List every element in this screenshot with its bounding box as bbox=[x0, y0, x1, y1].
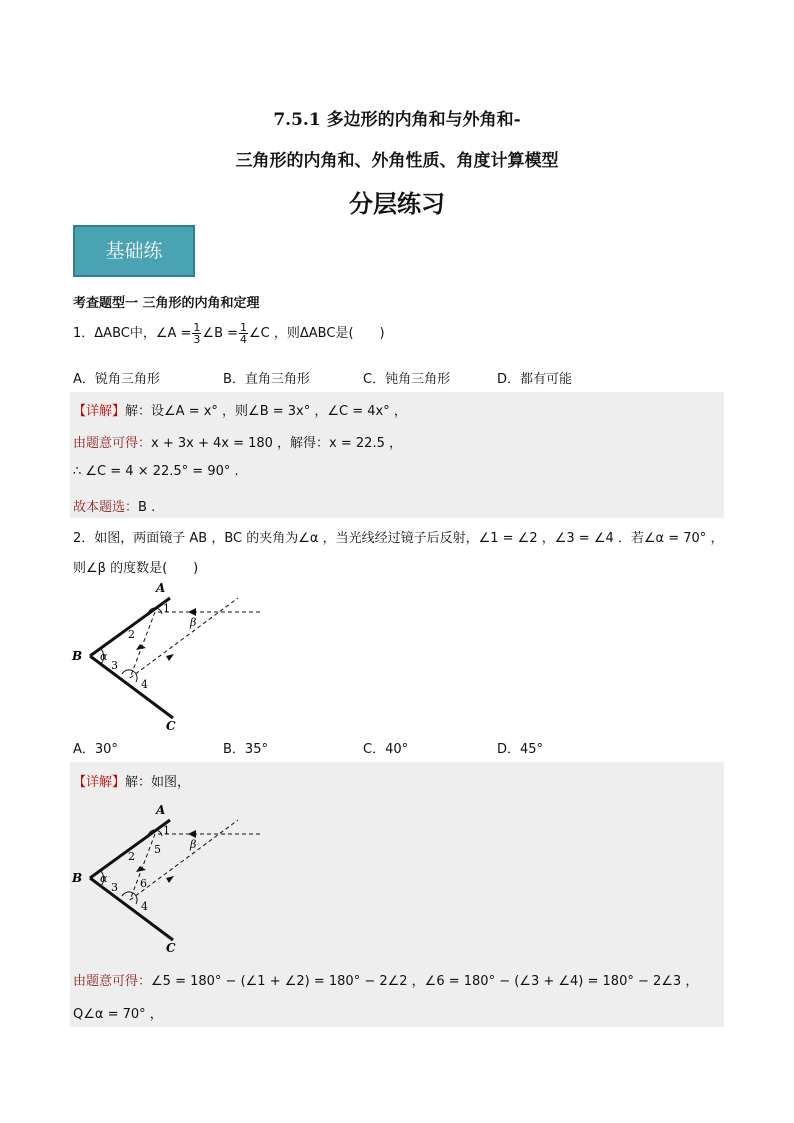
q2-sol-line2 bbox=[73, 970, 698, 989]
q2-stem-line1: 2．如图，两面镜子 AB ，BC 的夹角为∠α ，当光线经过镜子后反射，∠1 = ∠2 ，∠3 = ∠4 ．若∠α = 70° ， bbox=[73, 531, 724, 546]
label-a: A bbox=[156, 581, 166, 595]
sol-label-alpha: α bbox=[100, 872, 108, 885]
q1-sol-line2 bbox=[73, 432, 402, 451]
doc-title-line1: 7.5.1 多边形的内角和与外角和- bbox=[273, 110, 521, 130]
label-angle2: 2 bbox=[128, 628, 135, 641]
label-c: C bbox=[166, 719, 176, 733]
q2-option-c[interactable]: C．40° bbox=[363, 742, 409, 757]
q1-frac2 bbox=[239, 322, 248, 345]
q2-option-b[interactable]: B．35° bbox=[223, 742, 268, 757]
label-angle4: 4 bbox=[141, 678, 148, 691]
sol-arrow-3 bbox=[166, 876, 174, 883]
q1-sol-text2: x + 3x + 4x = 180 ，解得：x = 22.5 ， bbox=[151, 436, 402, 451]
q2-sol-text2: ∠5 = 180° − (∠1 + ∠2) = 180° − 2∠2 ，∠6 = 180° − (∠3 + ∠4) = 180° − 2∠3 ， bbox=[151, 974, 699, 989]
label-b: B bbox=[72, 649, 83, 663]
sol-arrow-1 bbox=[188, 830, 196, 838]
arrow-3 bbox=[166, 654, 174, 661]
q2-stem-line2: 则∠β 的度数是( ) bbox=[73, 561, 199, 576]
q1-stem-a: ΔABC中，∠A = bbox=[94, 326, 192, 341]
mirror-bc bbox=[90, 656, 173, 718]
q1-option-d[interactable]: D．都有可能 bbox=[497, 372, 573, 387]
q2-sol-line1 bbox=[73, 771, 190, 790]
sol-arrow-2 bbox=[136, 866, 146, 872]
label-alpha: α bbox=[100, 650, 108, 663]
q1-sol-label4: 故本题选： bbox=[73, 500, 139, 515]
sol-label-c: C bbox=[166, 941, 176, 955]
q1-sol-line1 bbox=[73, 400, 407, 419]
q1-stem bbox=[73, 322, 385, 345]
ray-middle bbox=[130, 612, 155, 678]
sol-label-angle6: 6 bbox=[140, 877, 147, 890]
sol-label-angle5: 5 bbox=[154, 843, 161, 856]
doc-title-line2: 三角形的内角和、外角性质、角度计算模型 bbox=[235, 151, 559, 171]
q2-figure bbox=[70, 578, 270, 733]
ray-outgoing bbox=[130, 598, 238, 678]
q2-sol-line3: Q∠α = 70° ， bbox=[73, 1007, 163, 1022]
sol-label-angle2: 2 bbox=[128, 850, 135, 863]
q1-frac2-den: 4 bbox=[240, 333, 248, 346]
q2-option-d[interactable]: D．45° bbox=[497, 742, 544, 757]
q1-frac1-num: 1 bbox=[193, 321, 201, 334]
sol-label-beta: β bbox=[190, 838, 197, 851]
q1-frac1-den: 3 bbox=[193, 333, 201, 346]
q2-sol-text1: 解：如图， bbox=[125, 775, 191, 790]
mirror-ab bbox=[90, 598, 170, 656]
doc-title-main: 分层练习 bbox=[349, 189, 445, 218]
sol-label-angle1: 1 bbox=[163, 824, 170, 837]
q2-sol-label2: 由题意可得： bbox=[73, 974, 152, 989]
section-title: 考查题型一 三角形的内角和定理 bbox=[73, 296, 260, 311]
q1-sol-line4 bbox=[73, 496, 155, 515]
q1-option-a[interactable]: A．锐角三角形 bbox=[73, 372, 160, 387]
q1-stem-c: ∠C ，则ΔABC是( ) bbox=[249, 326, 385, 341]
sol-ray-middle bbox=[130, 834, 155, 900]
q2-options bbox=[73, 738, 723, 756]
level-badge: 基础练 bbox=[73, 225, 195, 277]
q1-sol-text4: B . bbox=[138, 500, 156, 515]
label-angle3: 3 bbox=[111, 659, 118, 672]
q1-frac1 bbox=[192, 322, 201, 345]
q1-sol-label2: 由题意可得： bbox=[73, 436, 152, 451]
arrow-1 bbox=[188, 608, 196, 616]
q1-sol-line3: ∴ ∠C = 4 × 22.5° = 90° . bbox=[73, 464, 239, 479]
label-angle1: 1 bbox=[163, 602, 170, 615]
q1-frac2-num: 1 bbox=[240, 321, 248, 334]
q1-option-b[interactable]: B．直角三角形 bbox=[223, 372, 310, 387]
q1-sol-text1: 解：设∠A = x° ，则∠B = 3x° ，∠C = 4x° ， bbox=[125, 404, 407, 419]
sol-mirror-bc bbox=[90, 878, 173, 940]
label-beta: β bbox=[190, 616, 197, 629]
q1-option-c[interactable]: C．钝角三角形 bbox=[363, 372, 451, 387]
q2-option-a[interactable]: A．30° bbox=[73, 742, 118, 757]
sol-label-a: A bbox=[156, 803, 166, 817]
q1-stem-b: ∠B = bbox=[202, 326, 239, 341]
sol-label-angle3: 3 bbox=[111, 881, 118, 894]
q2-sol-tag: 【详解】 bbox=[73, 775, 126, 790]
q1-options bbox=[73, 368, 723, 386]
q1-sol-tag: 【详解】 bbox=[73, 404, 126, 419]
sol-label-angle4: 4 bbox=[141, 900, 148, 913]
q2-solution-figure bbox=[70, 800, 270, 955]
q1-prefix: 1． bbox=[73, 326, 95, 341]
arrow-2 bbox=[136, 644, 146, 650]
sol-label-b: B bbox=[72, 871, 83, 885]
